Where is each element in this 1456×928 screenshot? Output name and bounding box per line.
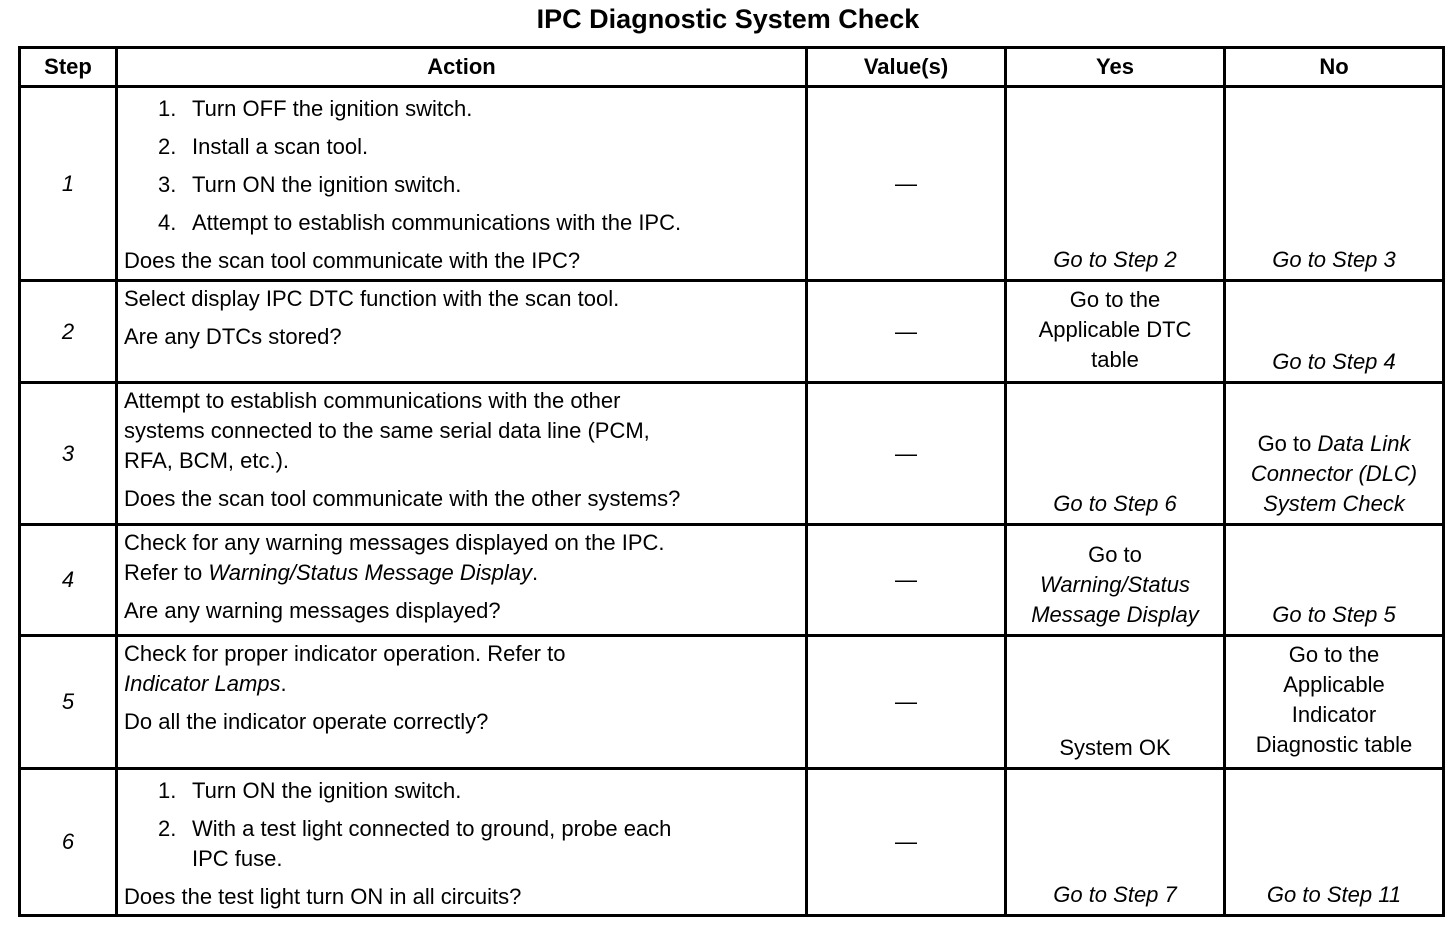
list-item <box>158 132 799 162</box>
item-text: Install a scan tool. <box>192 134 369 159</box>
header-values: Value(s) <box>807 48 1006 87</box>
item-number: 1. <box>158 96 177 121</box>
refer-suffix: . <box>532 560 539 585</box>
yes-cell: Go to Step 2 <box>1006 87 1225 281</box>
header-no: No <box>1225 48 1444 87</box>
action-text: systems connected to the same serial data line (PCM, <box>124 418 650 443</box>
list-item <box>158 94 799 124</box>
yes-cell: Go to Step 6 <box>1006 383 1225 525</box>
no-text-line: Indicator <box>1291 702 1377 727</box>
no-text-line: System Check <box>1263 491 1405 516</box>
step-number: 1 <box>20 87 117 281</box>
table-row <box>20 525 1444 636</box>
header-row <box>20 48 1444 87</box>
action-question: Does the scan tool communicate with the IPC? <box>124 248 581 273</box>
no-cell <box>1225 636 1444 769</box>
action-question: Does the scan tool communicate with the other systems? <box>124 486 681 511</box>
item-text: Turn ON the ignition switch. <box>192 172 462 197</box>
no-text-line: Diagnostic table <box>1255 732 1413 757</box>
yes-text-line: Go to the <box>1069 286 1161 312</box>
action-question: Does the test light turn ON in all circuits? <box>124 884 522 909</box>
list-item <box>158 814 799 874</box>
table-row <box>20 281 1444 383</box>
action-cell <box>117 87 807 281</box>
header-step: Step <box>20 48 117 87</box>
item-number: 3. <box>158 172 177 197</box>
yes-cell <box>1006 525 1225 636</box>
refer-link: Warning/Status Message Display <box>208 560 533 585</box>
action-steps <box>124 776 799 874</box>
no-text-line: Connector (DLC) <box>1250 461 1418 486</box>
step-number: 4 <box>20 525 117 636</box>
item-number: 2. <box>158 816 177 841</box>
item-text: IPC fuse. <box>192 846 283 871</box>
action-text: Select display IPC DTC function with the scan tool. <box>124 286 620 311</box>
list-item <box>158 170 799 200</box>
link-data-link-connector: Data Link <box>1317 431 1411 456</box>
no-text-prefix: Go to <box>1257 431 1318 456</box>
no-cell: Go to Step 4 <box>1225 281 1444 383</box>
item-number: 2. <box>158 134 177 159</box>
action-text: RFA, BCM, etc.). <box>124 448 290 473</box>
no-cell: Go to Step 3 <box>1225 87 1444 281</box>
page-title: IPC Diagnostic System Check <box>536 4 920 34</box>
step-number: 3 <box>20 383 117 525</box>
refer-prefix: Refer to <box>124 560 209 585</box>
action-text: Check for any warning messages displayed on the IPC. <box>124 530 665 555</box>
action-question: Do all the indicator operate correctly? <box>124 709 489 734</box>
item-text: Turn OFF the ignition switch. <box>192 96 473 121</box>
value-cell: — <box>807 769 1006 916</box>
yes-cell <box>1006 281 1225 383</box>
no-text-line: Go to the <box>1288 642 1380 667</box>
no-cell <box>1225 383 1444 525</box>
list-item <box>158 208 799 238</box>
action-cell <box>117 525 807 636</box>
no-text-line: Applicable <box>1283 672 1385 697</box>
yes-cell: System OK <box>1006 636 1225 769</box>
list-item <box>158 776 799 806</box>
yes-cell: Go to Step 7 <box>1006 769 1225 916</box>
no-cell: Go to Step 11 <box>1225 769 1444 916</box>
yes-text-line: table <box>1091 346 1139 372</box>
yes-text-line: Warning/Status <box>1039 572 1190 597</box>
step-number: 5 <box>20 636 117 769</box>
refer-link: Indicator Lamps <box>124 671 281 696</box>
step-number: 6 <box>20 769 117 916</box>
action-cell <box>117 769 807 916</box>
action-cell <box>117 281 807 383</box>
action-question: Are any warning messages displayed? <box>124 598 501 623</box>
value-cell: — <box>807 383 1006 525</box>
no-cell: Go to Step 5 <box>1225 525 1444 636</box>
item-text: With a test light connected to ground, probe each <box>192 816 672 841</box>
header-action: Action <box>117 48 807 87</box>
table-row <box>20 636 1444 769</box>
yes-text-line: Go to <box>1088 542 1142 567</box>
item-number: 1. <box>158 778 177 803</box>
header-yes: Yes <box>1006 48 1225 87</box>
value-cell: — <box>807 636 1006 769</box>
value-cell: — <box>807 87 1006 281</box>
value-cell: — <box>807 525 1006 636</box>
diagnostic-table <box>18 46 1445 917</box>
table-row <box>20 87 1444 281</box>
yes-text-line: Applicable DTC <box>1038 316 1192 342</box>
action-text: Attempt to establish communications with the other <box>124 388 621 413</box>
item-text: Turn ON the ignition switch. <box>192 778 462 803</box>
item-number: 4. <box>158 210 177 235</box>
yes-text-line: Message Display <box>1031 602 1199 627</box>
table-row <box>20 769 1444 916</box>
action-text: Check for proper indicator operation. Refer to <box>124 641 566 666</box>
action-question: Are any DTCs stored? <box>124 324 342 349</box>
action-cell <box>117 383 807 525</box>
refer-suffix: . <box>280 671 287 696</box>
action-cell <box>117 636 807 769</box>
action-steps <box>124 94 799 238</box>
table-row <box>20 383 1444 525</box>
item-text: Attempt to establish communications with the IPC. <box>192 210 682 235</box>
value-cell: — <box>807 281 1006 383</box>
step-number: 2 <box>20 281 117 383</box>
